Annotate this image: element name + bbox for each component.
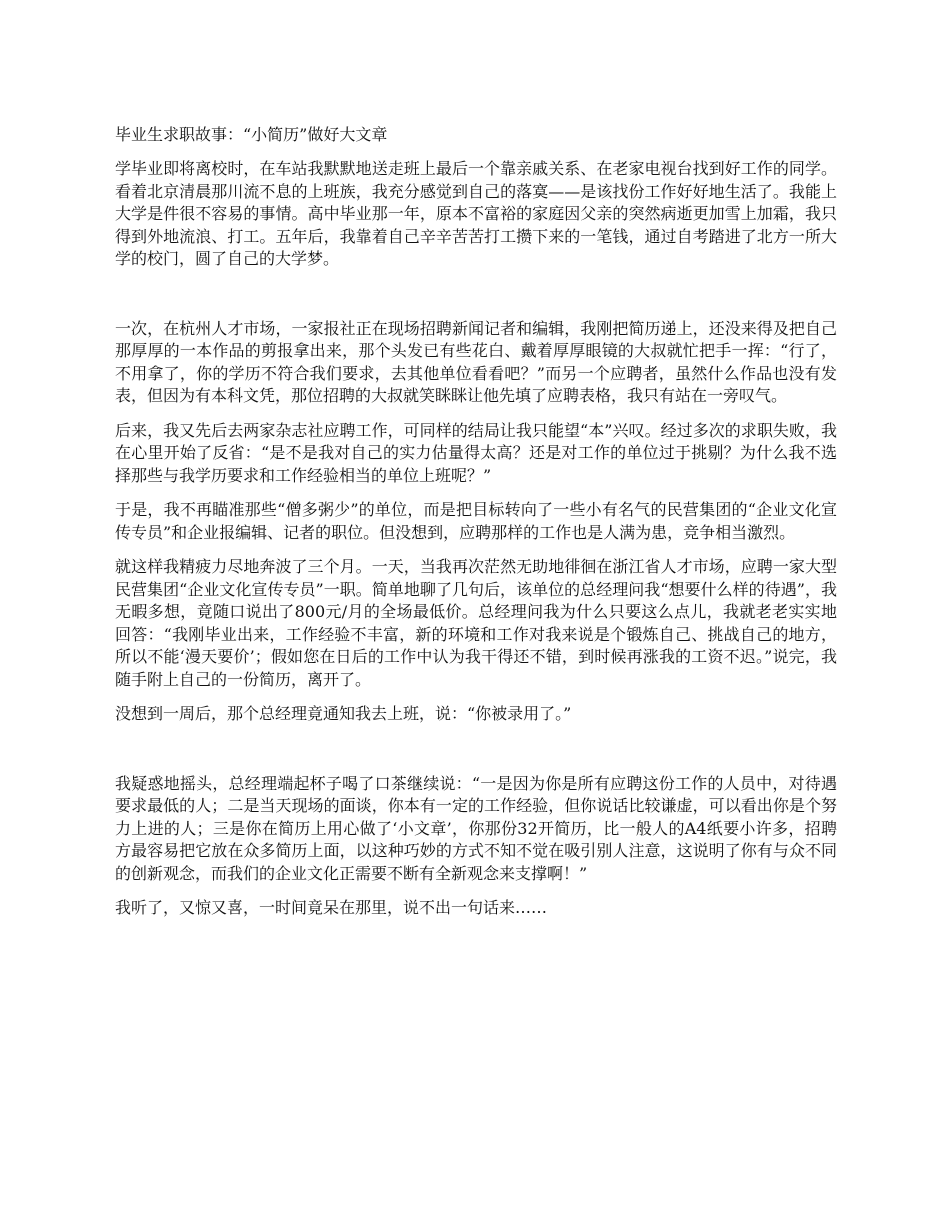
document-title: 毕业生求职故事：“小简历”做好大文章: [115, 125, 388, 144]
paragraph-2: 一次，在杭州人才市场，一家报社正在现场招聘新闻记者和编辑，我刚把简历递上，还没来得及把自己那厚厚的一本作品的剪报拿出来，那个头发已有些花白、戴着厚厚眼镜的大叔就忙把手一挥：“行了，不用拿了，你的学历不符合我们要求，去其他单位看看吧？”而另一个应聘者，虽然什么作品也没有发表，但因为有本科文凭，那位招聘的大叔就笑眯眯让他先填了应聘表格，我只有站在一旁叹气。: [115, 318, 837, 405]
document-page: [115, 124, 837, 932]
paragraph-1: 学毕业即将离校时，在车站我默默地送走班上最后一个靠亲戚关系、在老家电视台找到好工作的同学。看着北京清晨那川流不息的上班族，我充分感觉到自己的落寞——是该找份工作好好地生活了。我能上大学是件很不容易的事情。高中毕业那一年，原本不富裕的家庭因父亲的突然病逝更加雪上加霜，我只得到外地流浪、打工。五年后，我靠着自己辛辛苦苦打工攒下来的一笔钱，通过自考踏进了北方一所大学的校门，圆了自己的大学梦。: [115, 159, 837, 268]
paragraph-5: 就这样我精疲力尽地奔波了三个月。一天，当我再次茫然无助地徘徊在浙江省人才市场，应聘一家大型民营集团“企业文化宣传专员”一职。简单地聊了几句后，该单位的总经理问我“想要什么样的待遇”，我无暇多想，竟随口说出了800元/月的全场最低价。总经理问我为什么只要这么点儿，我就老老实实地回答：“我刚毕业出来，工作经验不丰富，新的环境和工作对我来说是个锻炼自己、挑战自己的地方，所以不能‘漫天要价’；假如您在日后的工作中认为我干得还不错，到时候再涨我的工资不迟。”说完，我随手附上自己的一份简历，离开了。: [115, 557, 837, 689]
paragraph-3: 后来，我又先后去两家杂志社应聘工作，可同样的结局让我只能望“本”兴叹。经过多次的求职失败，我在心里开始了反省：“是不是我对自己的实力估量得太高？还是对工作的单位过于挑剔？为什么我不选择那些与我学历要求和工作经验相当的单位上班呢？”: [115, 420, 837, 485]
paragraph-6: 没想到一周后，那个总经理竟通知我去上班，说：“你被录用了。”: [115, 704, 572, 723]
paragraph-spacer: [115, 738, 837, 773]
paragraph-8: 我听了，又惊又喜，一时间竟呆在那里，说不出一句话来……: [115, 898, 548, 917]
paragraph-4: 于是，我不再瞄准那些“僧多粥少”的单位，而是把目标转向了一些小有名气的民营集团的“企业文化宣传专员”和企业报编辑、记者的职位。但没想到，应聘那样的工作也是人满为患，竞争相当激烈。: [115, 500, 837, 542]
paragraph-7: 我疑惑地摇头，总经理端起杯子喝了口茶继续说：“一是因为你是所有应聘这份工作的人员中，对待遇要求最低的人；二是当天现场的面谈，你本有一定的工作经验，但你说话比较谦虚，可以看出你是个努力上进的人；三是你在简历上用心做了‘小文章’，你那份32开简历，比一般人的A4纸要小许多，招聘方最容易把它放在众多简历上面，以这种巧妙的方式不知不觉在吸引别人注意，这说明了你有与众不同的创新观念，而我们的企业文化正需要不断有全新观念来支撑啊！”: [115, 773, 837, 883]
paragraph-spacer: [115, 283, 837, 318]
